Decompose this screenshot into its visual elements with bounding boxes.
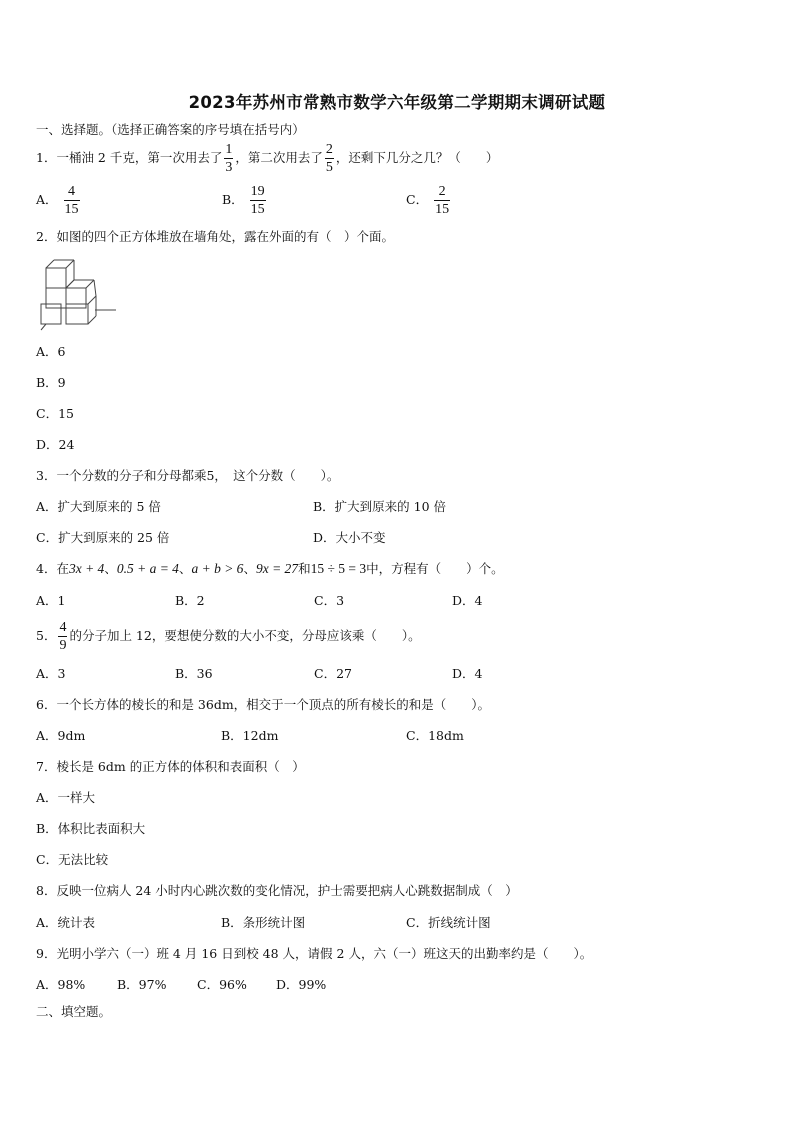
fraction-numerator: 4 <box>59 620 67 635</box>
question-3-stem: 3．一个分数的分子和分母都乘5， 这个分数（ ）。 <box>36 468 340 483</box>
fraction-denominator: 3 <box>225 160 233 175</box>
question-3-option-d: D．大小不变 <box>313 530 386 545</box>
question-9-option-a: A．98% <box>36 977 86 992</box>
question-9-option-d: D．99% <box>276 977 327 992</box>
separator: 、 <box>104 561 117 576</box>
question-7-stem: 7．棱长是 6dm 的正方体的体积和表面积（ ） <box>36 759 305 774</box>
question-1-option-a <box>36 182 82 218</box>
expression: 15 ÷ 5 = 3 <box>310 561 367 576</box>
question-4-option-b: B．2 <box>175 593 205 608</box>
question-9-stem: 9．光明小学六（一）班 4 月 16 日到校 48 人，请假 2 人，六（一）班这天的出勤率约是（ ）。 <box>36 946 593 961</box>
fraction-four-ninths <box>58 620 67 653</box>
fraction-denominator: 15 <box>250 202 265 217</box>
question-7-option-c: C．无法比较 <box>36 852 109 867</box>
question-8-stem: 8．反映一位病人 24 小时内心跳次数的变化情况，护士需要把病人心跳数据制成（ ） <box>36 883 518 898</box>
fraction-denominator: 5 <box>325 160 333 175</box>
question-1-text-post: ，还剩下几分之几？（ ） <box>335 150 499 165</box>
question-9-option-b: B．97% <box>117 977 167 992</box>
fraction-numerator: 4 <box>68 184 76 199</box>
question-8-option-c: C．折线统计图 <box>406 915 491 930</box>
question-6-option-b: B．12dm <box>221 728 279 743</box>
fraction-numerator: 1 <box>225 142 233 157</box>
question-2-stem: 2．如图的四个正方体堆放在墙角处，露在外面的有（ ）个面。 <box>36 229 394 244</box>
page-title: 2023年苏州市常熟市数学六年级第二学期期末调研试题 <box>188 93 606 112</box>
fraction-numerator: 19 <box>250 184 265 199</box>
question-3-option-c: C．扩大到原来的 25 倍 <box>36 530 170 545</box>
expression: 0.5 + a = 4 <box>116 561 179 576</box>
question-4-option-d: D．4 <box>452 593 483 608</box>
separator: 、 <box>243 561 256 576</box>
question-2-option-d: D．24 <box>36 437 75 452</box>
option-letter: B． <box>222 192 244 207</box>
option-fraction <box>250 184 266 217</box>
question-4-text-pre: 4．在 <box>36 561 69 576</box>
question-5-text-pre: 5． <box>36 628 57 643</box>
fraction-numerator: 2 <box>438 184 446 199</box>
question-5-stem <box>36 618 421 654</box>
fraction-one-third <box>224 142 233 175</box>
question-8-option-b: B．条形统计图 <box>221 915 306 930</box>
fraction-denominator: 9 <box>59 638 67 653</box>
question-5-option-d: D．4 <box>452 666 483 681</box>
question-5-text-post: 的分子加上 12，要想使分数的大小不变，分母应该乘（ ）。 <box>69 628 421 643</box>
question-2-option-a: A．6 <box>36 344 66 359</box>
question-6-option-a: A．9dm <box>36 728 86 743</box>
question-1-option-b <box>222 182 268 218</box>
separator: 、 <box>178 561 192 576</box>
question-7-option-a: A．一样大 <box>36 790 96 805</box>
section-one-heading: 一、选择题。（选择正确答案的序号填在括号内） <box>36 122 305 137</box>
fraction-two-fifths <box>325 142 334 175</box>
question-4-text-post: 中，方程有（ ）个。 <box>366 561 504 576</box>
question-7-option-b: B．体积比表面积大 <box>36 821 146 836</box>
option-fraction <box>64 184 80 217</box>
question-4-stem <box>36 561 504 577</box>
question-2-option-b: B．9 <box>36 375 66 390</box>
fraction-denominator: 15 <box>435 202 450 217</box>
question-5-option-c: C．27 <box>314 666 352 681</box>
expression: 9x = 27 <box>255 561 299 576</box>
option-letter: C． <box>406 192 429 207</box>
question-6-stem: 6．一个长方体的棱长的和是 36dm，相交于一个顶点的所有棱长的和是（ ）。 <box>36 697 490 712</box>
question-4-option-c: C．3 <box>314 593 345 608</box>
fraction-numerator: 2 <box>325 142 333 157</box>
question-4-option-a: A．1 <box>36 593 66 608</box>
section-two-heading: 二、填空题。 <box>36 1004 112 1019</box>
question-8-option-a: A．统计表 <box>36 915 96 930</box>
question-5-option-a: A．3 <box>36 666 66 681</box>
question-2-option-c: C．15 <box>36 406 74 421</box>
question-1-text-mid: ，第二次用去了 <box>235 150 323 165</box>
question-1-option-c <box>406 182 452 218</box>
question-3-option-b: B．扩大到原来的 10 倍 <box>313 499 447 514</box>
expression: 3x + 4 <box>68 561 105 576</box>
expression: a + b > 6 <box>191 561 244 576</box>
question-1 <box>36 141 498 175</box>
conjunction: 和 <box>298 561 311 576</box>
question-5-option-b: B．36 <box>175 666 213 681</box>
option-letter: A． <box>36 192 58 207</box>
question-3-option-a: A．扩大到原来的 5 倍 <box>36 499 161 514</box>
stacked-cubes-figure <box>36 256 120 332</box>
fraction-denominator: 15 <box>64 202 79 217</box>
question-6-option-c: C．18dm <box>406 728 464 743</box>
question-9-option-c: C．96% <box>197 977 247 992</box>
option-fraction <box>434 184 450 217</box>
question-1-text-pre: 1．一桶油 2 千克，第一次用去了 <box>36 150 223 165</box>
